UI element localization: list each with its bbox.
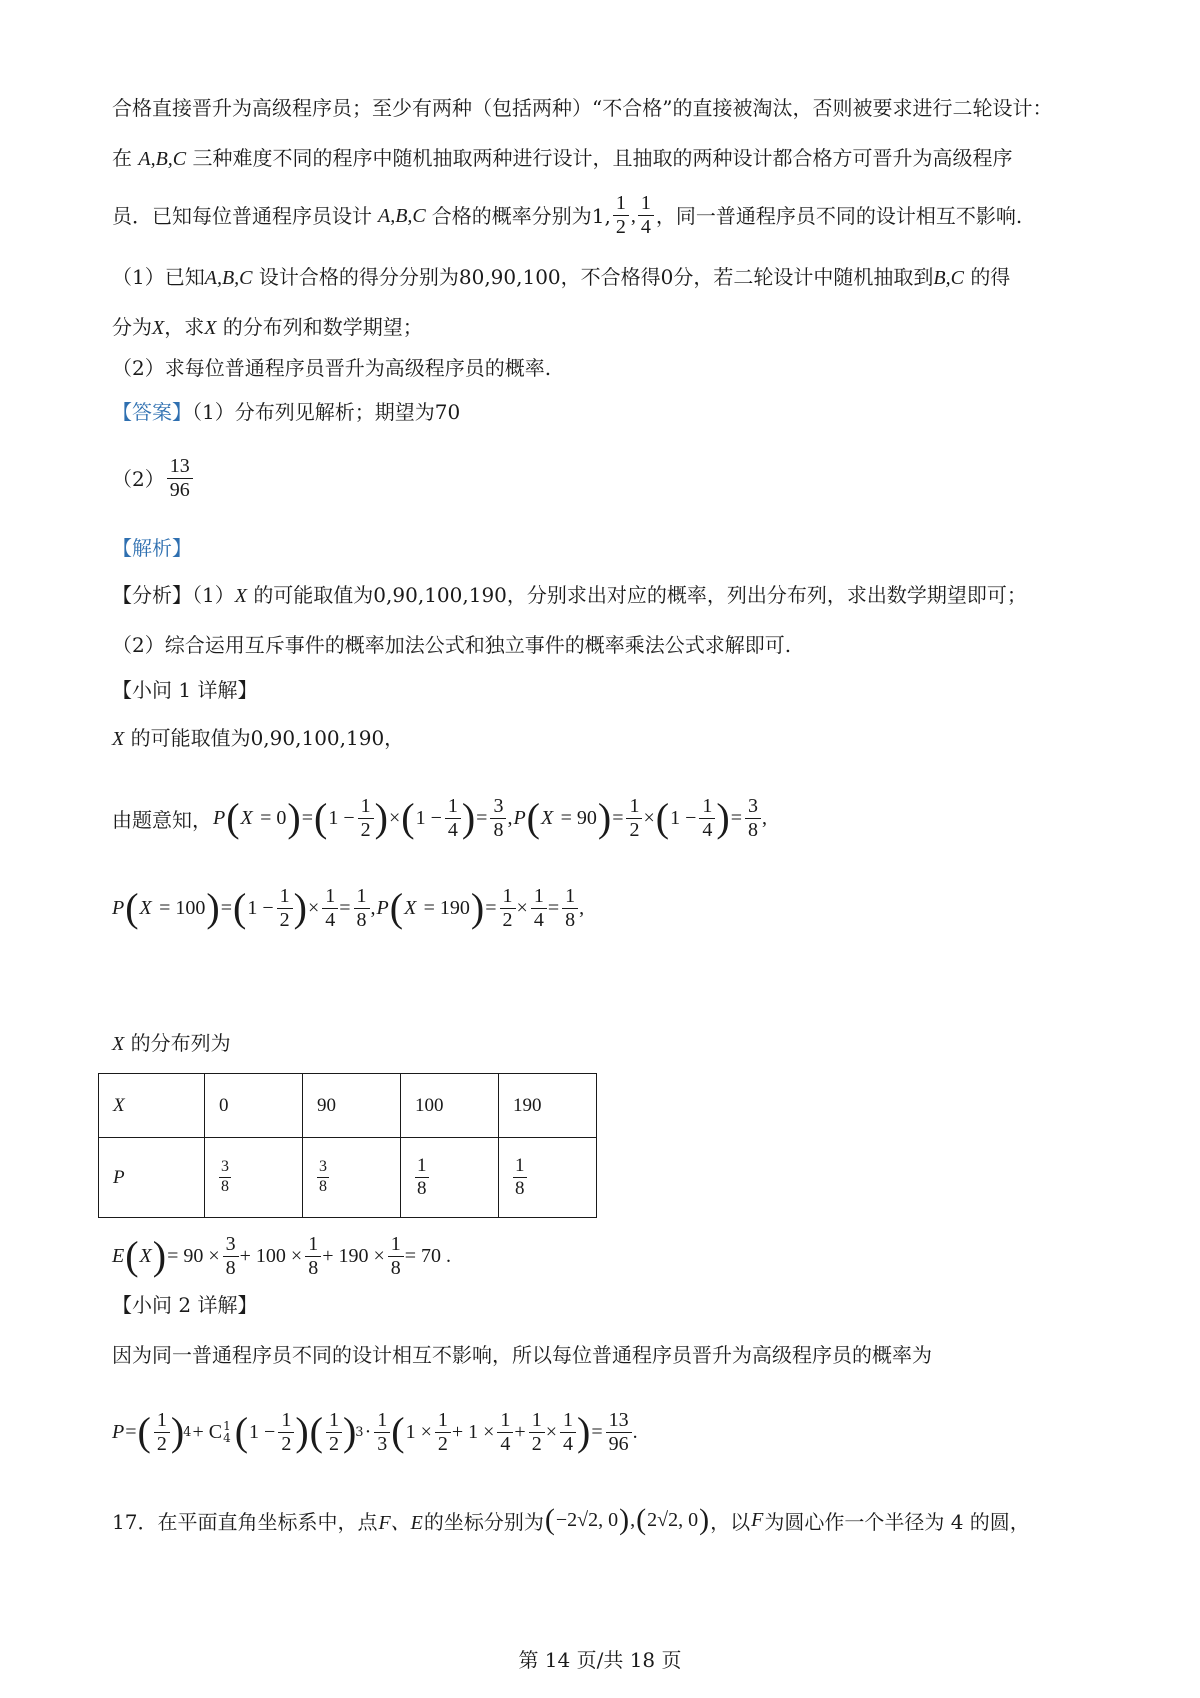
distribution-caption: X 的分布列为 [112, 1031, 231, 1055]
probability-equation: 由题意知， P ( X = 0 ) = ( 1 − $\frac{1}{2}$ ) × ( 1 − $\frac{1}{4}$ ) = $\frac{3}{8}$ , P ( X = 90 ) = $\frac{1}{2}$ × ( 1 − $\frac{1}{4}$ ) = $\frac{3}{8}$ , [112, 794, 767, 841]
analysis-line: （2）综合运用互斥事件的概率加法公式和独立事件的概率乘法公式求解即可. [112, 633, 792, 657]
table-cell: $\frac{3}{8}$ [205, 1138, 303, 1218]
answer-line: （2） $\frac{13}{96}$ [112, 455, 195, 502]
fraction: $\frac{1}{4}$ [638, 192, 654, 239]
problem-17-text: 17．在平面直角坐标系中，点 F、E 的坐标分别为 ( −2√2, 0 ) , ( 2√2, 0 ) ，以 F 为圆心作一个半径为 4 的圆， [112, 1503, 1030, 1536]
probability-equation: P ( X = 100 ) = ( 1 − $\frac{1}{2}$ ) × $\frac{1}{4}$ = $\frac{1}{8}$ , P ( X = 190 ) = $\frac{1}{2}$ × $\frac{1}{4}$ = $\frac{1}{8}$ , [112, 884, 585, 931]
table-cell: 190 [499, 1074, 597, 1138]
table-cell: 100 [401, 1074, 499, 1138]
distribution-table [98, 1073, 597, 1218]
question-1-text: 分为X，求X 的分布列和数学期望； [112, 315, 423, 339]
table-cell: X [99, 1074, 205, 1138]
table-row [99, 1138, 597, 1218]
answer-line: 【答案】（1）分布列见解析；期望为70 [112, 400, 461, 424]
expectation-equation: E ( X ) = 90 × $\frac{3}{8}$ + 100 × $\frac{1}{8}$ + 190 × $\frac{1}{8}$ = 70 . [112, 1232, 452, 1279]
page-footer: 第 14 页/共 18 页 [518, 1648, 682, 1672]
answer-fraction: $\frac{13}{96}$ [167, 455, 193, 502]
table-row [99, 1074, 597, 1138]
solution-line: X 的可能取值为0,90,100,190， [112, 726, 405, 750]
table-cell: P [99, 1138, 205, 1218]
subquestion-2-title: 【小问 2 详解】 [112, 1293, 258, 1317]
subquestion-1-title: 【小问 1 详解】 [112, 678, 258, 702]
problem-text-line: 在 A,B,C 三种难度不同的程序中随机抽取两种进行设计，且抽取的两种设计都合格方可晋升为高级程序 [112, 146, 1013, 170]
analysis-tag: 【解析】 [112, 536, 192, 560]
probability-equation: P = ( $\frac{1}{2}$ ) 4 + C 1 4 ( 1 − $\frac{1}{2}$ ) ( $\frac{1}{2}$ ) 3 · $\frac{1}{3}$ ( 1 × $\frac{1}{2}$ + 1 × $\frac{1}{4}$ + $\frac{1}{2}$ × $\frac{1}{4}$ ) = $\frac{13}{96}$ . [112, 1408, 638, 1455]
answer-tag: 【答案】 [112, 400, 192, 424]
table-cell: $\frac{1}{8}$ [499, 1138, 597, 1218]
problem-text-line: 合格直接晋升为高级程序员；至少有两种（包括两种）“不合格”的直接被淘汰，否则被要求进行二轮设计： [112, 96, 1053, 120]
problem-text-line: 员．已知每位普通程序员设计 A,B,C 合格的概率分别为1, $\frac{1}{2}$ , $\frac{1}{4}$ ，同一普通程序员不同的设计相互不影响. [112, 192, 1023, 238]
table-cell: $\frac{1}{8}$ [401, 1138, 499, 1218]
table-cell: $\frac{3}{8}$ [303, 1138, 401, 1218]
question-1-text: （1）已知A,B,C 设计合格的得分分别为80,90,100，不合格得0分，若二轮设计中随机抽取到B,C 的得 [112, 265, 1011, 289]
question-2-text: （2）求每位普通程序员晋升为高级程序员的概率. [112, 356, 552, 380]
table-cell: 90 [303, 1074, 401, 1138]
analysis-line: 【分析】（1）X 的可能取值为0,90,100,190，分别求出对应的概率，列出分布列，求出数学期望即可； [112, 583, 1027, 607]
table-cell: 0 [205, 1074, 303, 1138]
solution-line: 因为同一普通程序员不同的设计相互不影响，所以每位普通程序员晋升为高级程序员的概率为 [112, 1343, 932, 1367]
fraction: $\frac{1}{2}$ [613, 192, 629, 239]
